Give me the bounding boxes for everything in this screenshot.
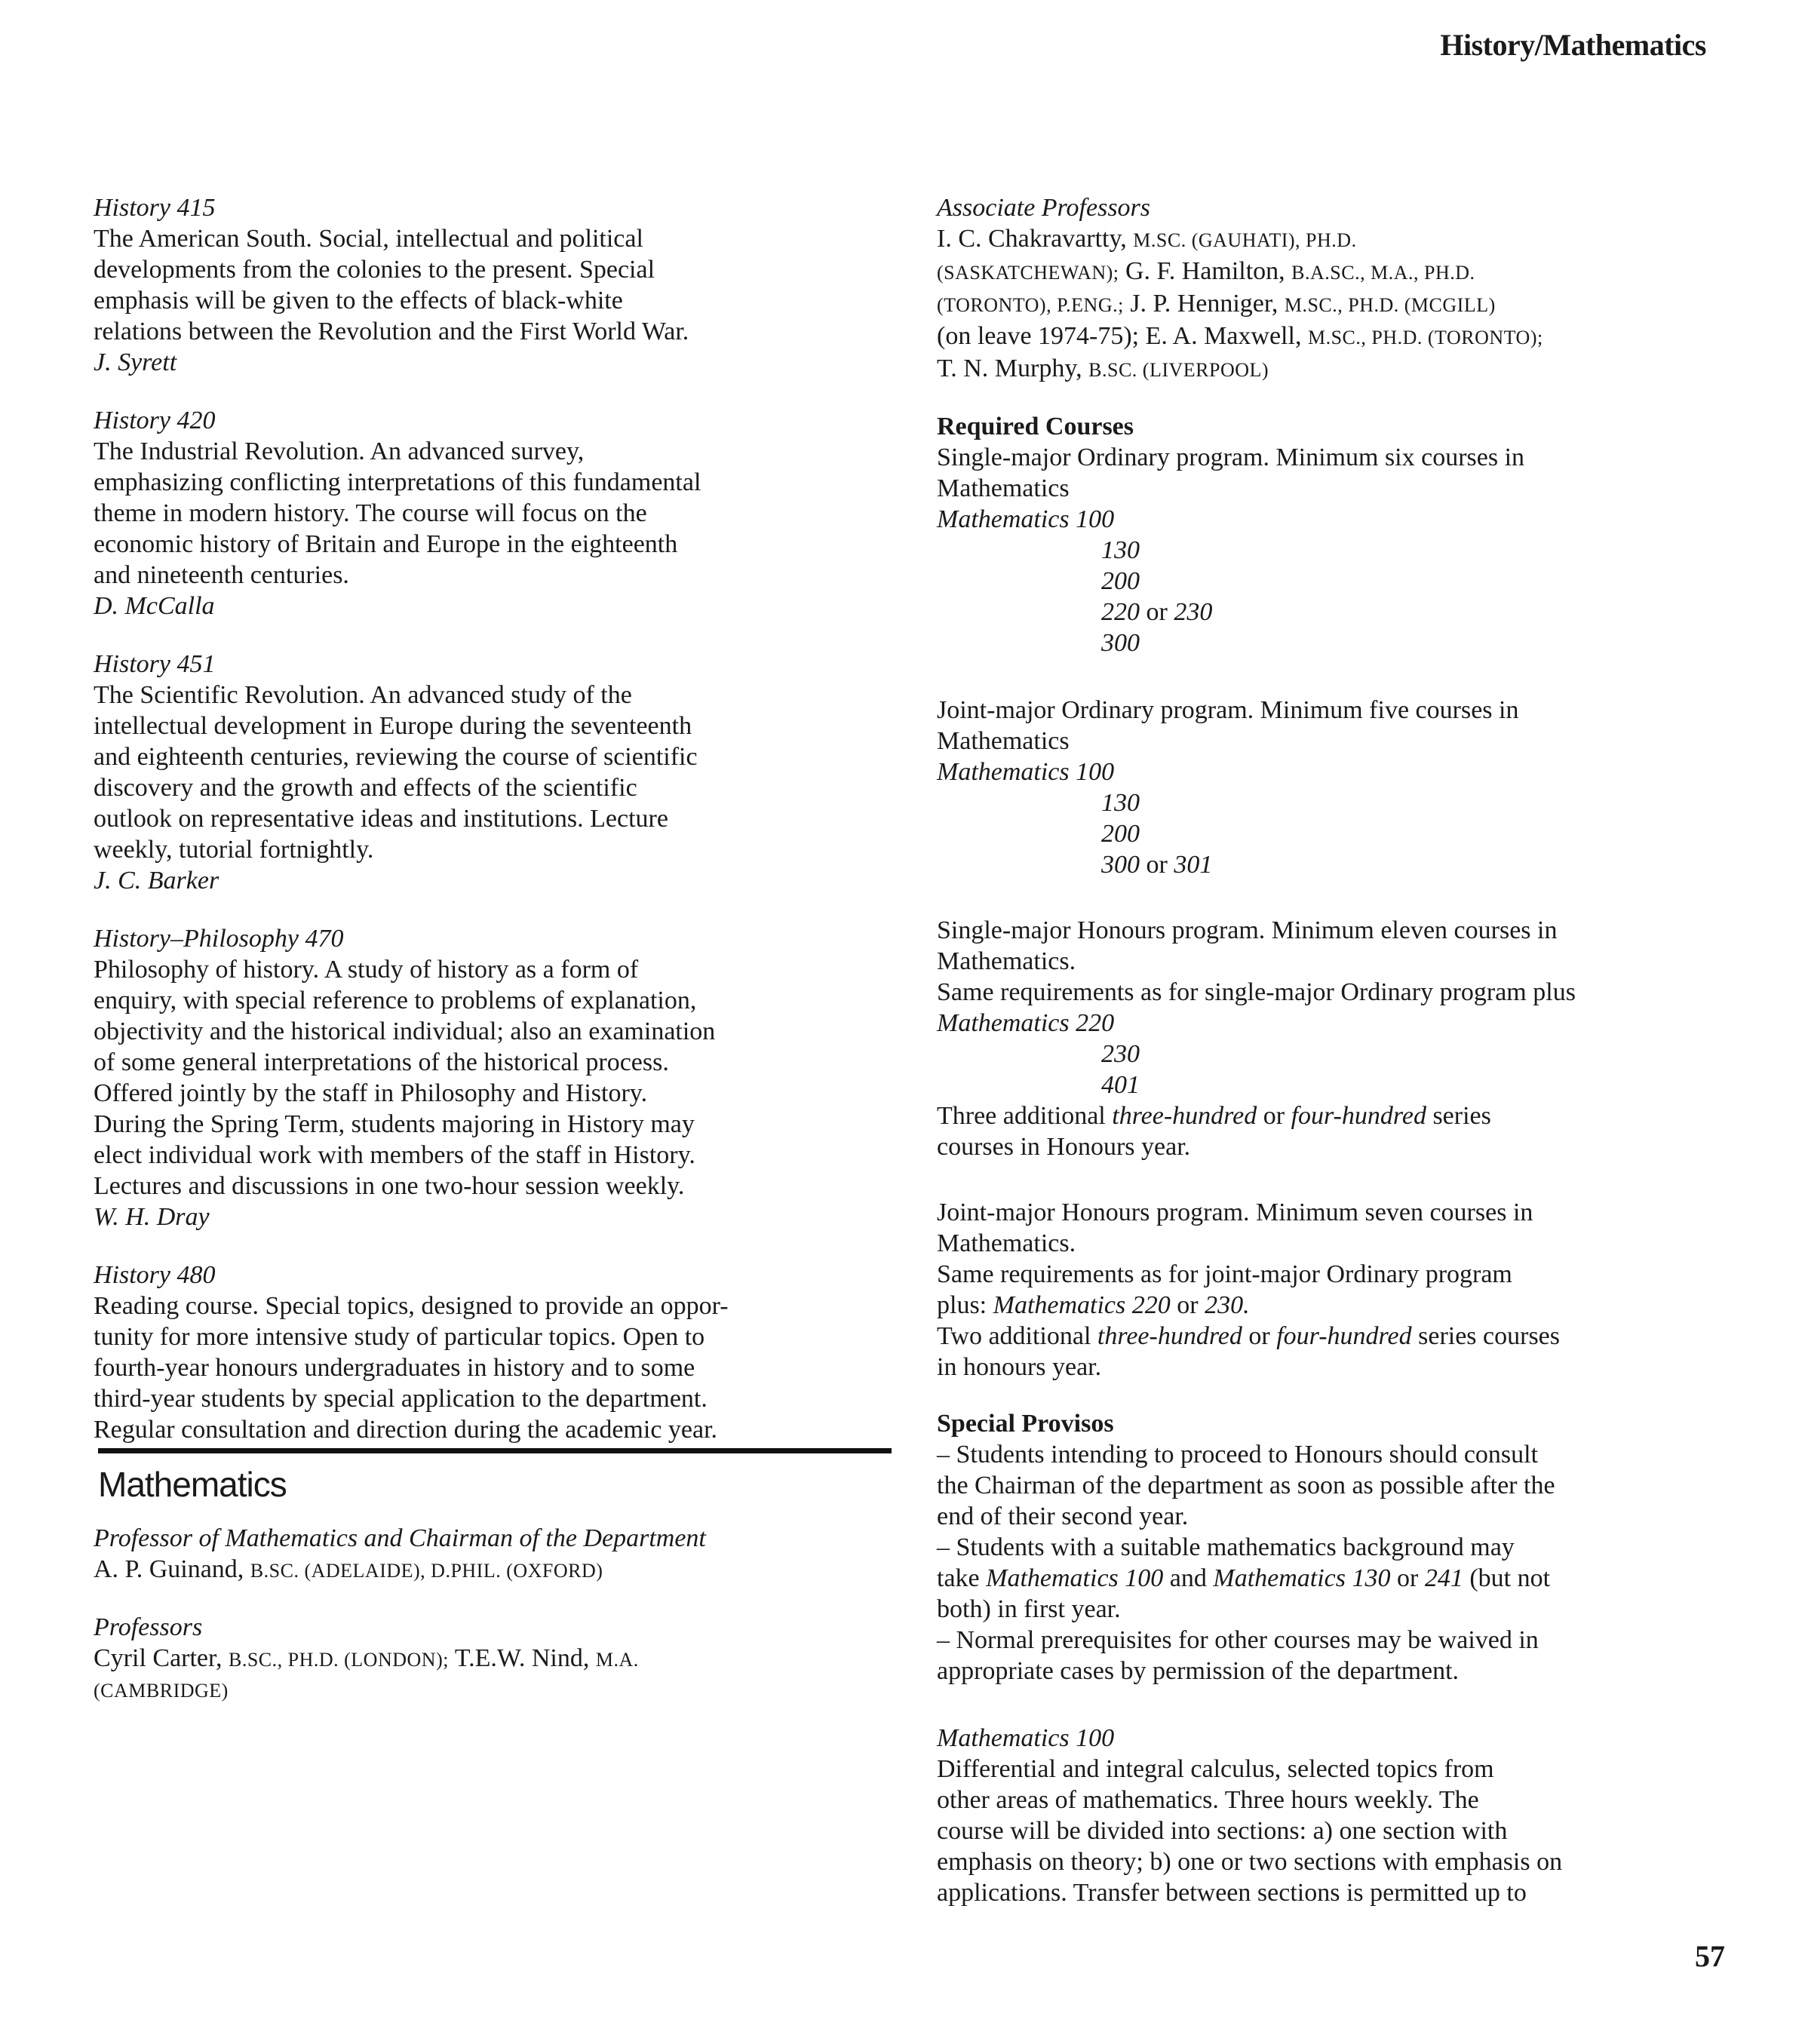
associate-role: Associate Professors <box>937 194 1151 222</box>
chair-block <box>94 1523 893 1586</box>
section-title-mathematics: Mathematics <box>98 1465 287 1504</box>
course-desc-line: The Industrial Revolution. An advanced survey, <box>94 437 585 465</box>
faculty-line <box>937 321 1721 353</box>
required-courses-heading: Required Courses <box>937 413 1134 440</box>
program-line: Same requirements as for single-major Ordinary program plus <box>937 978 1576 1006</box>
professor-name: Cyril Carter, <box>94 1644 223 1672</box>
course-list-item: Mathematics 100 <box>937 758 1115 786</box>
text-run: or <box>1248 1322 1270 1350</box>
course-list <box>937 504 1721 658</box>
running-head: History/Mathematics <box>1440 28 1706 62</box>
course-desc-line: weekly, tutorial fortnightly. <box>94 836 374 864</box>
text-run: series <box>1432 1102 1491 1130</box>
course-list-item <box>937 849 1721 880</box>
chair-line <box>94 1554 893 1586</box>
course-desc-line: developments from the colonies to the present. Special <box>94 256 655 284</box>
text-run: take <box>937 1564 980 1592</box>
course-desc-line: Philosophy of history. A study of history as a form of <box>94 956 639 984</box>
professor-degrees: M.A. <box>595 1649 639 1671</box>
program-line: courses in Honours year. <box>937 1133 1191 1161</box>
course-desc-line: third-year students by special application to the department. <box>94 1385 708 1413</box>
course-list-item: 200 <box>1101 820 1140 848</box>
course-list-item: 230 <box>1101 1040 1140 1068</box>
program-line: Same requirements as for joint-major Ordinary program <box>937 1260 1512 1288</box>
faculty-line <box>937 256 1721 288</box>
course-instructor: W. H. Dray <box>94 1203 210 1231</box>
course-desc-line: elect individual work with members of the staff in History. <box>94 1141 695 1169</box>
program-line: Mathematics <box>937 727 1070 755</box>
course-list <box>937 1008 1721 1100</box>
course-title: Mathematics 100 <box>937 1724 1115 1752</box>
faculty-degrees: M.SC., PH.D. (TORONTO); <box>1307 327 1543 348</box>
course-number: 220 <box>1101 598 1140 626</box>
faculty-degrees: (SASKATCHEWAN); <box>937 262 1119 284</box>
course-list-item: 401 <box>1101 1071 1140 1099</box>
course-number: 300 <box>1101 851 1140 879</box>
course-desc-line: emphasis on theory; b) one or two sections with emphasis on <box>937 1848 1563 1876</box>
course-title: History 451 <box>94 650 216 678</box>
course-desc-line: tunity for more intensive study of particular topics. Open to <box>94 1323 705 1351</box>
chair-role: Professor of Mathematics and Chairman of the Department <box>94 1524 706 1552</box>
program-line: Mathematics <box>937 474 1070 502</box>
course-desc-line: emphasis will be given to the effects of black-white <box>94 287 623 315</box>
course-entry-mathematics-100 <box>937 1723 1721 1908</box>
special-provisos-block <box>937 1408 1721 1686</box>
course-instructor: J. C. Barker <box>94 867 219 895</box>
text-run: Mathematics 130 <box>1213 1564 1391 1592</box>
text-run: plus: <box>937 1291 987 1319</box>
text-run: Two additional <box>937 1322 1091 1350</box>
faculty-line <box>937 288 1721 321</box>
program-line <box>937 1321 1721 1352</box>
text-run: (but not <box>1469 1564 1551 1592</box>
proviso-line: appropriate cases by permission of the department. <box>937 1657 1460 1685</box>
course-list-item: 300 <box>1101 629 1140 657</box>
course-desc-line: objectivity and the historical individual; also an examination <box>94 1017 716 1045</box>
course-desc-line: Reading course. Special topics, designed to provide an oppor- <box>94 1292 729 1320</box>
course-list-item: 130 <box>1101 536 1140 564</box>
course-desc-line: The American South. Social, intellectual and political <box>94 225 643 253</box>
course-entry-history-480 <box>94 1260 893 1445</box>
course-desc-line: relations between the Revolution and the First World War. <box>94 318 689 345</box>
course-title: History 415 <box>94 194 216 222</box>
program-line: Single-major Ordinary program. Minimum six courses in <box>937 443 1525 471</box>
text-run: four-hundred <box>1276 1322 1412 1350</box>
left-column <box>94 192 893 1732</box>
course-desc-line: emphasizing conflicting interpretations of this fundamental <box>94 468 701 496</box>
course-list <box>937 757 1721 880</box>
course-number: 301 <box>1174 851 1213 879</box>
program-line: Single-major Honours program. Minimum eleven courses in <box>937 916 1558 944</box>
course-desc-line: enquiry, with special reference to problems of explanation, <box>94 987 697 1014</box>
faculty-line <box>937 223 1721 256</box>
course-entry-history-philosophy-470 <box>94 923 893 1232</box>
text-run: 241 <box>1424 1564 1463 1592</box>
program-line: Joint-major Honours program. Minimum seven courses in <box>937 1198 1533 1226</box>
leave-note: (on leave 1974-75); <box>937 322 1140 350</box>
chair-name: A. P. Guinand, <box>94 1555 244 1583</box>
program-line: Mathematics. <box>937 947 1076 975</box>
professors-role: Professors <box>94 1613 203 1641</box>
text-run: three-hundred <box>1097 1322 1242 1350</box>
proviso-line: – Students with a suitable mathematics background may <box>937 1533 1515 1561</box>
course-list-item: Mathematics 220 <box>937 1009 1115 1037</box>
program-single-major-honours <box>937 915 1721 1162</box>
course-entry-history-415 <box>94 192 893 378</box>
course-desc-line: Lectures and discussions in one two-hour session weekly. <box>94 1172 685 1200</box>
special-provisos-heading: Special Provisos <box>937 1410 1114 1438</box>
course-title: History 420 <box>94 407 216 434</box>
program-line <box>937 1100 1721 1131</box>
program-joint-major-ordinary <box>937 695 1721 880</box>
course-desc-line: of some general interpretations of the historical process. <box>94 1048 669 1076</box>
text-run: 230. <box>1205 1291 1250 1319</box>
course-desc-line: outlook on representative ideas and institutions. Lecture <box>94 805 668 833</box>
faculty-degrees: B.A.SC., M.A., PH.D. <box>1291 262 1475 284</box>
faculty-degrees: M.SC. (GAUHATI), PH.D. <box>1133 229 1357 251</box>
course-instructor: J. Syrett <box>94 348 177 376</box>
chair-degrees: B.SC. (ADELAIDE), D.PHIL. (OXFORD) <box>250 1560 603 1582</box>
course-desc-line: The Scientific Revolution. An advanced study of the <box>94 681 632 709</box>
course-list-item <box>937 597 1721 628</box>
course-desc-line: Differential and integral calculus, selected topics from <box>937 1755 1494 1783</box>
course-desc-line: theme in modern history. The course will focus on the <box>94 499 647 527</box>
course-desc-line: Offered jointly by the staff in Philosophy and History. <box>94 1079 648 1107</box>
course-desc-line: Regular consultation and direction during the academic year. <box>94 1416 718 1444</box>
course-instructor: D. McCalla <box>94 592 215 620</box>
text-run: or <box>1177 1291 1199 1319</box>
faculty-name: J. P. Henniger, <box>1130 290 1278 318</box>
faculty-degrees: B.SC. (LIVERPOOL) <box>1088 359 1269 381</box>
program-line: Mathematics. <box>937 1229 1076 1257</box>
text-run: three-hundred <box>1112 1102 1257 1130</box>
right-column <box>937 192 1721 1935</box>
text-run: Three additional <box>937 1102 1106 1130</box>
professor-degrees: (CAMBRIDGE) <box>94 1680 229 1702</box>
course-list-item: 200 <box>1101 567 1140 595</box>
course-desc-line: other areas of mathematics. Three hours weekly. The <box>937 1786 1479 1814</box>
professors-line <box>94 1643 893 1675</box>
faculty-name: E. A. Maxwell, <box>1145 322 1302 350</box>
course-entry-history-451 <box>94 649 893 896</box>
text-run: series courses <box>1418 1322 1561 1350</box>
course-desc-line: During the Spring Term, students majoring in History may <box>94 1110 695 1138</box>
course-desc-line: course will be divided into sections: a) one section with <box>937 1817 1508 1845</box>
proviso-line: – Normal prerequisites for other courses may be waived in <box>937 1626 1539 1654</box>
course-desc-line: economic history of Britain and Europe in the eighteenth <box>94 530 678 558</box>
course-list-item: 130 <box>1101 789 1140 817</box>
professor-name: T.E.W. Nind, <box>454 1644 590 1672</box>
course-desc-line: applications. Transfer between sections is permitted up to <box>937 1879 1527 1907</box>
page-number: 57 <box>1695 1939 1725 1973</box>
proviso-line: the Chairman of the department as soon as possible after the <box>937 1472 1555 1499</box>
text-run: and <box>1169 1564 1207 1592</box>
program-line: in honours year. <box>937 1353 1102 1381</box>
course-title: History 480 <box>94 1261 216 1289</box>
course-number: 230 <box>1174 598 1213 626</box>
course-desc-line: discovery and the growth and effects of the scientific <box>94 774 637 802</box>
or-word: or <box>1146 598 1168 626</box>
course-desc-line: and nineteenth centuries. <box>94 561 349 589</box>
program-line: Joint-major Ordinary program. Minimum five courses in <box>937 696 1519 724</box>
proviso-line <box>937 1563 1721 1594</box>
text-run: or <box>1263 1102 1285 1130</box>
associate-professors-block <box>937 192 1721 385</box>
course-entry-history-420 <box>94 405 893 621</box>
course-title: History–Philosophy 470 <box>94 925 344 953</box>
text-run: four-hundred <box>1291 1102 1426 1130</box>
text-run: Mathematics 100 <box>986 1564 1164 1592</box>
proviso-line: end of their second year. <box>937 1502 1189 1530</box>
course-desc-line: intellectual development in Europe during the seventeenth <box>94 712 692 740</box>
faculty-name: T. N. Murphy, <box>937 354 1082 382</box>
proviso-line: both) in first year. <box>937 1595 1121 1623</box>
program-line <box>937 1290 1721 1321</box>
section-divider-rule <box>98 1448 892 1453</box>
text-run: or <box>1397 1564 1419 1592</box>
course-list-item: Mathematics 100 <box>937 505 1115 533</box>
or-word: or <box>1146 851 1168 879</box>
faculty-degrees: M.SC., PH.D. (MCGILL) <box>1284 294 1496 316</box>
faculty-degrees: (TORONTO), P.ENG.; <box>937 294 1124 316</box>
course-desc-line: and eighteenth centuries, reviewing the course of scientific <box>94 743 698 771</box>
text-run: Mathematics 220 <box>993 1291 1171 1319</box>
proviso-line: – Students intending to proceed to Honours should consult <box>937 1441 1539 1469</box>
faculty-name: I. C. Chakravartty, <box>937 225 1127 253</box>
professors-block <box>94 1612 893 1706</box>
program-single-major-ordinary <box>937 411 1721 658</box>
professor-degrees: B.SC., PH.D. (LONDON); <box>228 1649 449 1671</box>
faculty-line <box>937 353 1721 385</box>
course-desc-line: fourth-year honours undergraduates in history and to some <box>94 1354 695 1382</box>
faculty-name: G. F. Hamilton, <box>1125 257 1285 285</box>
program-joint-major-honours <box>937 1197 1721 1383</box>
